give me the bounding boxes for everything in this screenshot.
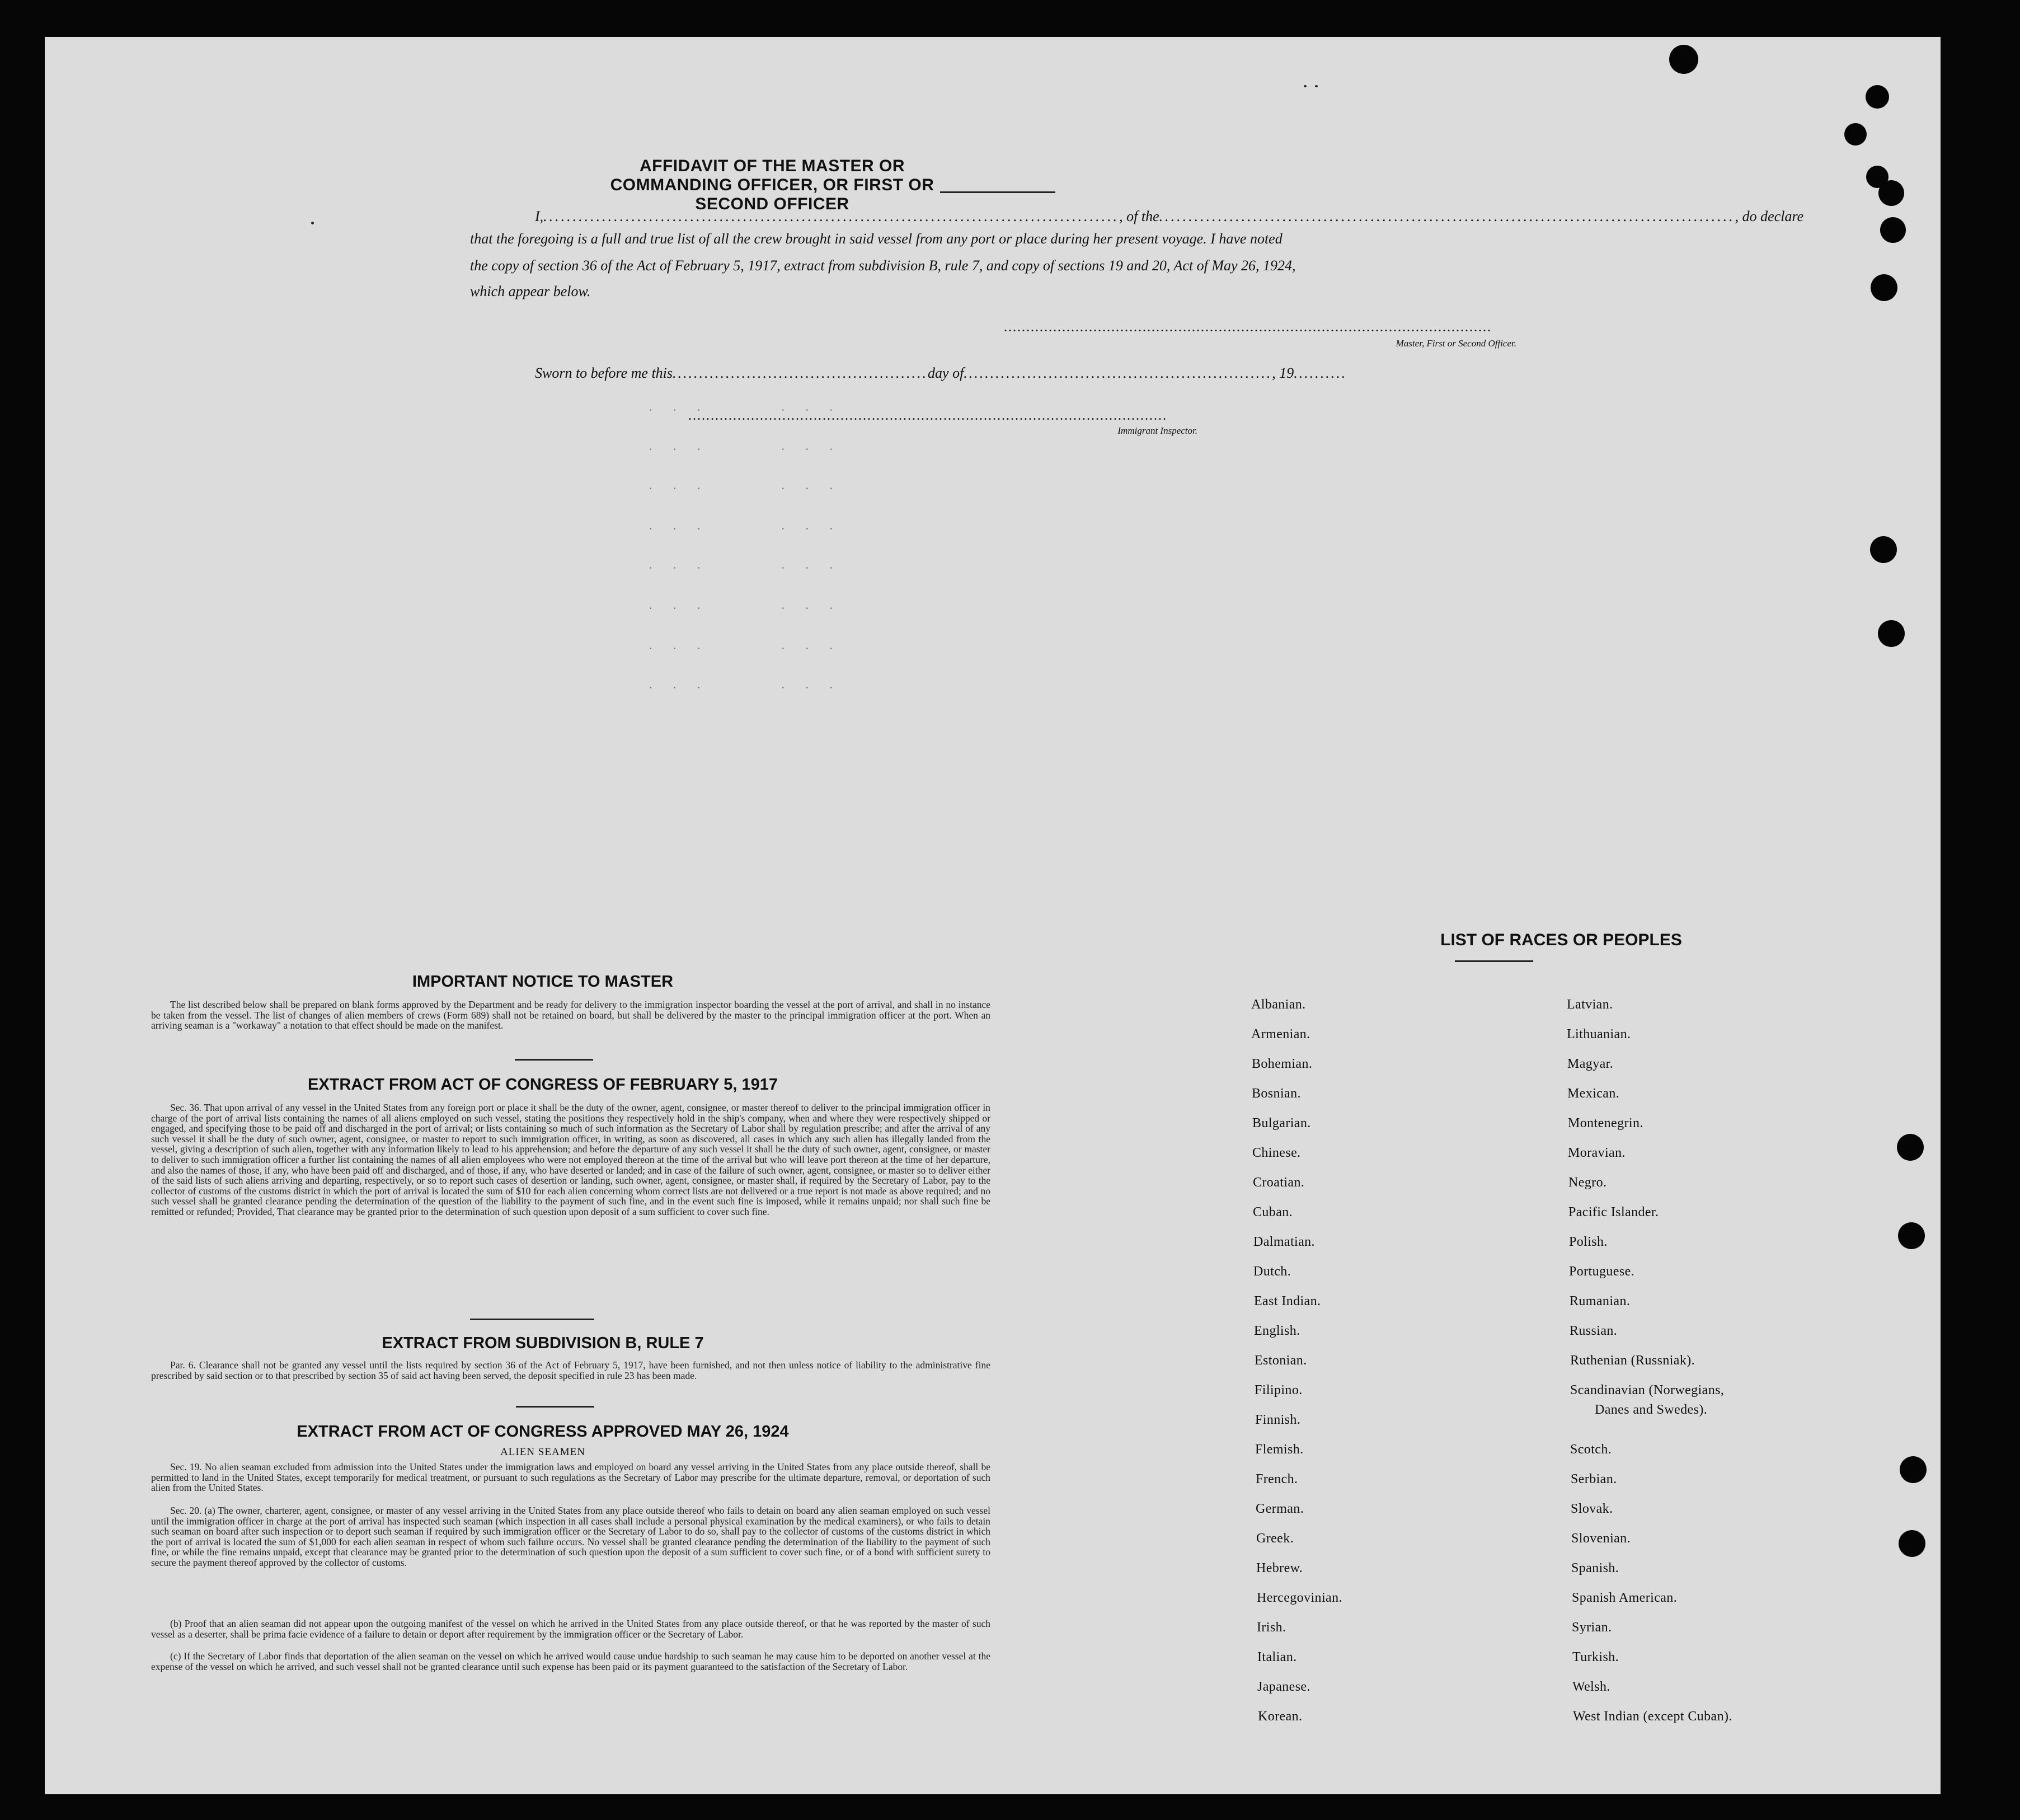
- race-item: Bohemian.: [1252, 1057, 1313, 1071]
- extract-1917-text: Sec. 36. That upon arrival of any vessel in the United States from any foreign port or place it shall be the duty of the owner, agent, consignee, or master thereof to deliver to the principal immigration officer in charge of the port of arrival lists containing the names of all aliens employed on such vessel, stating the positions they respectively hold in the ship's company, when and where they were respectively shipped or engaged, and specifying those to be paid off and discharged in the port of arrival; or lists containing so much of such information as the Secretary of Labor shall by regulation prescribe; and after the arrival of any such vessel it shall be the duty of such owner, agent, consignee, or master to report to such immigration officer, in writing, as soon as discovered, all cases in which any such alien has illegally landed from the vessel, giving a description of such alien, together with any information likely to lead to his apprehension; and before the departure of any such vessel it shall be the duty of such owner, agent, consignee, or master to deliver to such immigration officer a further list containing the names of all alien employees who were not employed thereon at the time of the arrival but who will leave port thereon at the time of her departure, and also the names of those, if any, who have been paid off and discharged, and of those, if any, who have deserted or landed; and in case of the failure of such owner, agent, consignee, or master so to deliver either of the said lists of such aliens arriving and departing, respectively, or so to report such cases of desertion or landing, such owner, agent, consignee, or master shall, if required by the Secretary of Labor, pay to the collector of customs of the customs district in which the port of arrival is located the sum of $10 for each alien concerning whom correct lists are not delivered or a true report is not made as above required; and no such vessel shall be granted clearance pending the determination of the question of the liability to the payment of such fine, and in the event such fine is imposed, while it remains unpaid; nor shall such fine be remitted or refunded; Provided, That clearance may be granted prior to the determination of such question upon deposit of a sum sufficient to cover such fine.: [151, 1102, 990, 1217]
- extract-1924-title: EXTRACT FROM ACT OF CONGRESS APPROVED MAY 26, 1924: [297, 1423, 789, 1441]
- race-item: Rumanian.: [1570, 1294, 1631, 1308]
- race-item: Bosnian.: [1252, 1086, 1301, 1101]
- punch-hole: [1898, 1222, 1925, 1249]
- declarant-name-blank[interactable]: ..................................................................................................: [543, 208, 1120, 224]
- race-item: Dutch.: [1253, 1264, 1291, 1279]
- extract-1924-sec19: Sec. 19. No alien seaman excluded from admission into the United States under the immigration laws and employed on board any vessel arriving in the United States from any place outside thereof, shall be permitted to land in the United States, except temporarily for medical treatment, or pursuant to such regulations as the Secretary of Labor may prescribe for the ultimate departure, removal, or deportation of such alien from the United States.: [151, 1461, 990, 1494]
- race-item: Pacific Islander.: [1568, 1205, 1659, 1219]
- race-item: Chinese.: [1252, 1146, 1301, 1160]
- bleed-through-marks: . . . . . .: [649, 400, 842, 414]
- race-item: Scandinavian (Norwegians,: [1570, 1383, 1725, 1397]
- race-item: Latvian.: [1567, 997, 1613, 1012]
- punch-hole: [1880, 217, 1906, 243]
- vessel-prefix: , of the: [1119, 208, 1159, 224]
- vessel-name-blank[interactable]: ..................................................................................................: [1159, 208, 1735, 224]
- race-item: Turkish.: [1572, 1650, 1619, 1664]
- race-item: Montenegrin.: [1568, 1116, 1643, 1131]
- master-caption: Master, First or Second Officer.: [1396, 338, 1516, 349]
- sworn-line: [535, 365, 1347, 382]
- race-item: Syrian.: [1572, 1620, 1612, 1635]
- race-item: Korean.: [1258, 1709, 1303, 1724]
- sworn-day-blank[interactable]: ................................................: [673, 365, 928, 381]
- bleed-through-marks: . . . . . .: [649, 478, 842, 492]
- punch-hole: [1900, 1456, 1927, 1483]
- speck: [311, 222, 314, 224]
- race-item: Italian.: [1257, 1650, 1297, 1664]
- affidavit-line-2: that the foregoing is a full and true list of all the crew brought in said vessel from any port or place during her present voyage. I have noted: [470, 231, 1283, 247]
- bleed-through-marks: . . . . . .: [649, 638, 842, 652]
- race-item: Hebrew.: [1256, 1561, 1303, 1575]
- punch-hole: [1669, 45, 1698, 74]
- race-item: Polish.: [1569, 1235, 1608, 1249]
- punch-hole: [1870, 536, 1897, 563]
- race-item: Mexican.: [1567, 1086, 1620, 1101]
- race-item: Slovenian.: [1571, 1531, 1631, 1546]
- bleed-through-marks: . . . . . .: [649, 557, 842, 571]
- race-item: English.: [1254, 1324, 1300, 1338]
- race-item: Cuban.: [1253, 1205, 1293, 1219]
- race-item: Filipino.: [1255, 1383, 1303, 1397]
- races-rule: [1455, 960, 1533, 962]
- race-item: French.: [1256, 1472, 1298, 1486]
- declarant-prefix: I,: [535, 208, 544, 224]
- speck: [1315, 85, 1318, 87]
- race-item: Hercegovinian.: [1257, 1591, 1342, 1605]
- affidavit-line-4: which appear below.: [470, 283, 591, 299]
- punch-hole: [1866, 85, 1889, 109]
- race-item: Albanian.: [1251, 997, 1306, 1012]
- extract-rule7-text: Par. 6. Clearance shall not be granted any vessel until the lists required by section 36 of the Act of February 5, 1917, have been furnished, and not then unless notice of liability to the administrative fine prescribed by said section or to that prescribed by section 35 of said act having been served, the deposit specified in rule 23 has been made.: [151, 1359, 990, 1381]
- punch-hole: [1871, 274, 1897, 301]
- speck: [1304, 85, 1307, 87]
- race-item: Finnish.: [1255, 1413, 1301, 1427]
- race-item: Dalmatian.: [1253, 1235, 1315, 1249]
- race-item: Japanese.: [1257, 1680, 1310, 1694]
- race-item: Armenian.: [1251, 1027, 1310, 1042]
- punch-hole: [1844, 123, 1867, 146]
- race-item: Magyar.: [1567, 1057, 1614, 1071]
- race-item: Spanish American.: [1572, 1591, 1678, 1605]
- master-signature-line[interactable]: .............................................................................................................: [1004, 320, 1492, 335]
- punch-hole: [1878, 620, 1905, 647]
- race-item: Estonian.: [1255, 1353, 1307, 1368]
- race-item: Lithuanian.: [1567, 1027, 1631, 1042]
- affidavit-title: AFFIDAVIT OF THE MASTER OR COMMANDING OFFICER, OR FIRST OR SECOND OFFICER: [610, 157, 934, 213]
- race-item: Scotch.: [1570, 1442, 1612, 1457]
- extract-1924-sec20a: Sec. 20. (a) The owner, charterer, agent, consignee, or master of any vessel arriving in the United States from any place outside thereof who fails to detain on board any alien seaman employed on such vessel until the immigration officer in charge at the port of arrival has inspected such seaman (which inspection in all cases shall include a personal physical examination by the medical examiners), or who fails to detain such seaman on board after such inspection or to deport such seaman if required by such immigration officer or the Secretary of Labor to do so, shall pay to the collector of customs of the customs district in which the port of arrival is located the sum of $1,000 for each alien seaman in respect of whom such failure occurs. No vessel shall be granted clearance pending the determination of the liability to the payment of such fine, or while the fine remains unpaid, except that clearance may be granted prior to the determination of such question upon the deposit of a sum sufficient to cover such fine, or of a bond with sufficient surety to secure the payment thereof approved by the collector of customs.: [151, 1505, 990, 1568]
- sworn-month-blank[interactable]: ..........................................................: [964, 365, 1272, 381]
- bleed-through-marks: . . . . . .: [649, 677, 842, 691]
- races-title: LIST OF RACES OR PEOPLES: [1440, 931, 1682, 949]
- race-item: Negro.: [1568, 1175, 1607, 1190]
- punch-hole: [1899, 1530, 1925, 1557]
- section-rule: [470, 1319, 594, 1320]
- affidavit-line-1: [535, 208, 1804, 225]
- sworn-day-of: day of: [928, 365, 964, 381]
- section-rule: [515, 1059, 593, 1061]
- sworn-year-blank[interactable]: ..........: [1294, 365, 1347, 381]
- sworn-prefix: Sworn to before me this: [535, 365, 673, 381]
- extract-rule7-title: EXTRACT FROM SUBDIVISION B, RULE 7: [382, 1334, 704, 1352]
- race-item: Moravian.: [1568, 1146, 1626, 1160]
- extract-1924-sec20b: (b) Proof that an alien seaman did not appear upon the outgoing manifest of the vessel on which he arrived in the United States from any place outside thereof, or that he was reported by the master of such vessel as a deserter, shall be prima facie evidence of a failure to detain or deport after requirement by the immigration officer or the Secretary of Labor.: [151, 1618, 990, 1640]
- bleed-through-marks: . . . . . .: [649, 598, 842, 612]
- race-item: Danes and Swedes).: [1595, 1402, 1708, 1417]
- manifest-back-page: [45, 37, 1941, 1794]
- race-item: Flemish.: [1255, 1442, 1304, 1457]
- race-item: Spanish.: [1571, 1561, 1619, 1575]
- title-rule: [940, 191, 1055, 193]
- race-item: East Indian.: [1254, 1294, 1321, 1308]
- sworn-year-prefix: , 19: [1272, 365, 1294, 381]
- affidavit-line-3: the copy of section 36 of the Act of February 5, 1917, extract from subdivision B, rule 7, and copy of sections 19 and 20, Act of May 26, 1924,: [470, 257, 1296, 274]
- inspector-signature-line[interactable]: ...........................................................................................................: [688, 409, 1167, 423]
- race-item: Bulgarian.: [1252, 1116, 1311, 1131]
- punch-hole: [1897, 1134, 1924, 1161]
- bleed-through-marks: . . . . . .: [649, 518, 842, 532]
- race-item: Ruthenian (Russniak).: [1570, 1353, 1695, 1368]
- punch-hole: [1878, 180, 1904, 206]
- notice-text: The list described below shall be prepared on blank forms approved by the Department and be ready for delivery to the immigration inspector boarding the vessel at the port of arrival, and shall in no instance be taken from the vessel. The list of changes of alien members of crews (Form 689) shall not be retained on board, but shall be delivered by the master to the principal immigration officer at the port. When an arriving seaman is a "workaway" a notation to that effect should be made on the manifest.: [151, 999, 990, 1031]
- race-item: Croatian.: [1253, 1175, 1305, 1190]
- extract-1924-sec20c: (c) If the Secretary of Labor finds that deportation of the alien seaman on the vessel on which he arrived would cause undue hardship to such seaman he may cause him to be deported on another vessel at the expense of the vessel on which he arrived, and such vessel shall not be granted clearance until such expense has been paid or its payment guaranteed to the satisfaction of the Secretary of Labor.: [151, 1650, 990, 1672]
- section-rule: [516, 1406, 594, 1408]
- notice-title: IMPORTANT NOTICE TO MASTER: [412, 973, 674, 991]
- race-item: Russian.: [1570, 1324, 1618, 1338]
- declare-suffix: , do declare: [1735, 208, 1804, 224]
- race-item: Serbian.: [1571, 1472, 1617, 1486]
- race-item: Greek.: [1256, 1531, 1294, 1546]
- race-item: Irish.: [1257, 1620, 1286, 1635]
- race-item: West Indian (except Cuban).: [1573, 1709, 1732, 1724]
- race-item: Portuguese.: [1569, 1264, 1635, 1279]
- extract-1917-title: EXTRACT FROM ACT OF CONGRESS OF FEBRUARY 5, 1917: [307, 1076, 778, 1094]
- race-item: Slovak.: [1571, 1502, 1613, 1516]
- race-item: German.: [1256, 1502, 1304, 1516]
- bleed-through-marks: . . . . . .: [649, 439, 842, 453]
- inspector-caption: Immigrant Inspector.: [1117, 425, 1197, 436]
- alien-seamen-subtitle: ALIEN SEAMEN: [500, 1446, 585, 1458]
- race-item: Welsh.: [1572, 1680, 1610, 1694]
